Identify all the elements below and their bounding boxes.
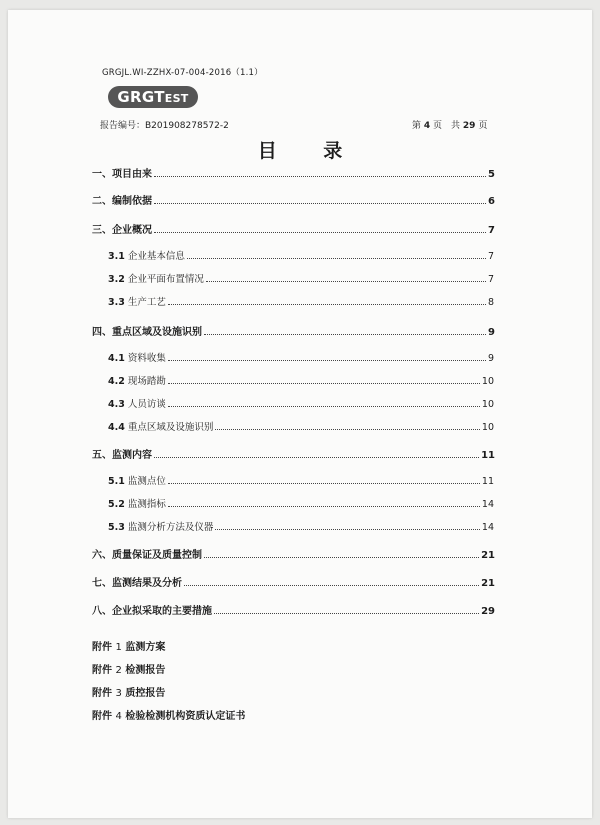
- toc-entry-label: 二、编制依据: [92, 196, 152, 207]
- toc-entry-page: 7: [488, 225, 495, 236]
- appendix-number: 4: [115, 711, 122, 722]
- document-code: GRGJL.WI-ZZHX-07-004-2016（1.1）: [102, 68, 263, 78]
- toc-entry-page: 5: [488, 169, 495, 180]
- toc-leader: [168, 405, 480, 407]
- toc-leader: [168, 359, 486, 361]
- toc-entry: [92, 446, 495, 461]
- toc-subentry-page: 14: [481, 522, 494, 533]
- grgtest-logo: [108, 86, 198, 108]
- toc-subentry-label: 监测分析方法及仪器: [127, 522, 214, 533]
- document-page: [8, 10, 592, 818]
- toc-leader: [215, 428, 480, 430]
- appendix-prefix: 附件: [92, 711, 112, 722]
- appendix-number: 3: [115, 688, 122, 699]
- toc-entry-page: 9: [488, 327, 495, 338]
- page-label-1: 第: [412, 121, 422, 131]
- toc-subentry-label: 重点区域及设施识别: [127, 422, 214, 433]
- toc-entry-label: 四、重点区域及设施识别: [92, 327, 202, 338]
- toc-leader: [154, 175, 486, 177]
- toc-subentry-number: 5.3: [108, 522, 125, 533]
- toc-subentry-page: 10: [481, 422, 494, 433]
- toc-subentry-page: 9: [487, 353, 494, 364]
- toc-subentry-number: 4.4: [108, 422, 125, 433]
- toc-entry-page: 11: [481, 450, 495, 461]
- appendix-prefix: 附件: [92, 665, 112, 676]
- toc-subentry: [108, 350, 494, 364]
- logo-small-text: EST: [164, 92, 189, 105]
- toc-entry-label: 一、项目由来: [92, 169, 152, 180]
- toc-leader: [168, 303, 486, 305]
- appendix-item: [92, 707, 245, 722]
- appendix-item: [92, 684, 165, 699]
- toc-subentry-number: 5.1: [108, 476, 125, 487]
- toc-entry: [92, 602, 495, 617]
- logo-main-text: GRGT: [117, 88, 165, 106]
- toc-leader: [168, 382, 480, 384]
- toc-entry: [92, 192, 495, 207]
- page-total: 29: [462, 121, 476, 131]
- toc-subentry: [108, 373, 494, 387]
- toc-leader: [206, 280, 486, 282]
- report-number: 报告编号：B201908278572-2: [100, 121, 229, 131]
- toc-subentry-number: 4.3: [108, 399, 125, 410]
- toc-subentry: [108, 396, 494, 410]
- toc-subentry-label: 现场踏勘: [127, 376, 166, 387]
- toc-subentry: [108, 519, 494, 533]
- toc-subentry-number: 4.2: [108, 376, 125, 387]
- toc-entry: [92, 546, 495, 561]
- toc-subentry-number: 3.2: [108, 274, 125, 285]
- toc-entry: [92, 574, 495, 589]
- toc-entry: [92, 323, 495, 338]
- toc-entry-page: 6: [488, 196, 495, 207]
- appendix-prefix: 附件: [92, 642, 112, 653]
- appendix-label: 质控报告: [125, 688, 166, 699]
- toc-entry-page: 29: [481, 606, 495, 617]
- toc-leader: [154, 231, 486, 233]
- toc-subentry-page: 7: [487, 274, 494, 285]
- toc-leader: [168, 505, 480, 507]
- toc-entry-label: 六、质量保证及质量控制: [92, 550, 202, 561]
- appendix-label: 监测方案: [125, 642, 166, 653]
- toc-subentry: [108, 271, 494, 285]
- toc-leader: [168, 482, 480, 484]
- toc-subentry: [108, 294, 494, 308]
- toc-entry-label: 八、企业拟采取的主要措施: [92, 606, 212, 617]
- toc-leader: [204, 556, 479, 558]
- toc-subentry-number: 3.1: [108, 251, 125, 262]
- toc-leader: [154, 456, 479, 458]
- toc-entry-label: 七、监测结果及分析: [92, 578, 182, 589]
- appendix-item: [92, 638, 165, 653]
- appendix-number: 1: [115, 642, 122, 653]
- toc-subentry-label: 人员访谈: [127, 399, 166, 410]
- toc-subentry-label: 企业基本信息: [127, 251, 185, 262]
- toc-subentry-number: 5.2: [108, 499, 125, 510]
- toc-subentry-page: 10: [481, 399, 494, 410]
- toc-subentry: [108, 419, 494, 433]
- toc-entry-label: 五、监测内容: [92, 450, 152, 461]
- toc-subentry: [108, 496, 494, 510]
- toc-subentry-number: 4.1: [108, 353, 125, 364]
- toc-subentry-label: 监测指标: [127, 499, 166, 510]
- toc-entry-page: 21: [481, 578, 495, 589]
- toc-leader: [204, 333, 486, 335]
- toc-subentry-page: 10: [481, 376, 494, 387]
- toc-leader: [154, 202, 486, 204]
- appendix-label: 检测报告: [125, 665, 166, 676]
- toc-subentry-number: 3.3: [108, 297, 125, 308]
- toc-title: 目 录: [257, 140, 363, 162]
- toc-subentry-label: 企业平面布置情况: [127, 274, 204, 285]
- appendix-number: 2: [115, 665, 122, 676]
- toc-subentry-page: 7: [487, 251, 494, 262]
- toc-subentry: [108, 473, 494, 487]
- toc-leader: [187, 257, 486, 259]
- toc-leader: [184, 584, 479, 586]
- toc-subentry: [108, 248, 494, 262]
- page-indicator: [412, 118, 487, 131]
- appendix-prefix: 附件: [92, 688, 112, 699]
- toc-leader: [215, 528, 480, 530]
- toc-subentry-label: 资料收集: [127, 353, 166, 364]
- page-current: 4: [423, 121, 431, 131]
- page-label-2: 页 共: [433, 121, 461, 131]
- appendix-item: [92, 661, 165, 676]
- appendix-label: 检验检测机构资质认定证书: [125, 711, 246, 722]
- toc-entry-page: 21: [481, 550, 495, 561]
- toc-subentry-label: 监测点位: [127, 476, 166, 487]
- toc-leader: [214, 612, 479, 614]
- page-label-3: 页: [478, 121, 488, 131]
- toc-entry: [92, 221, 495, 236]
- toc-entry: [92, 165, 495, 180]
- toc-subentry-page: 14: [481, 499, 494, 510]
- toc-subentry-page: 8: [487, 297, 494, 308]
- toc-entry-label: 三、企业概况: [92, 225, 152, 236]
- toc-subentry-label: 生产工艺: [127, 297, 166, 308]
- toc-subentry-page: 11: [481, 476, 494, 487]
